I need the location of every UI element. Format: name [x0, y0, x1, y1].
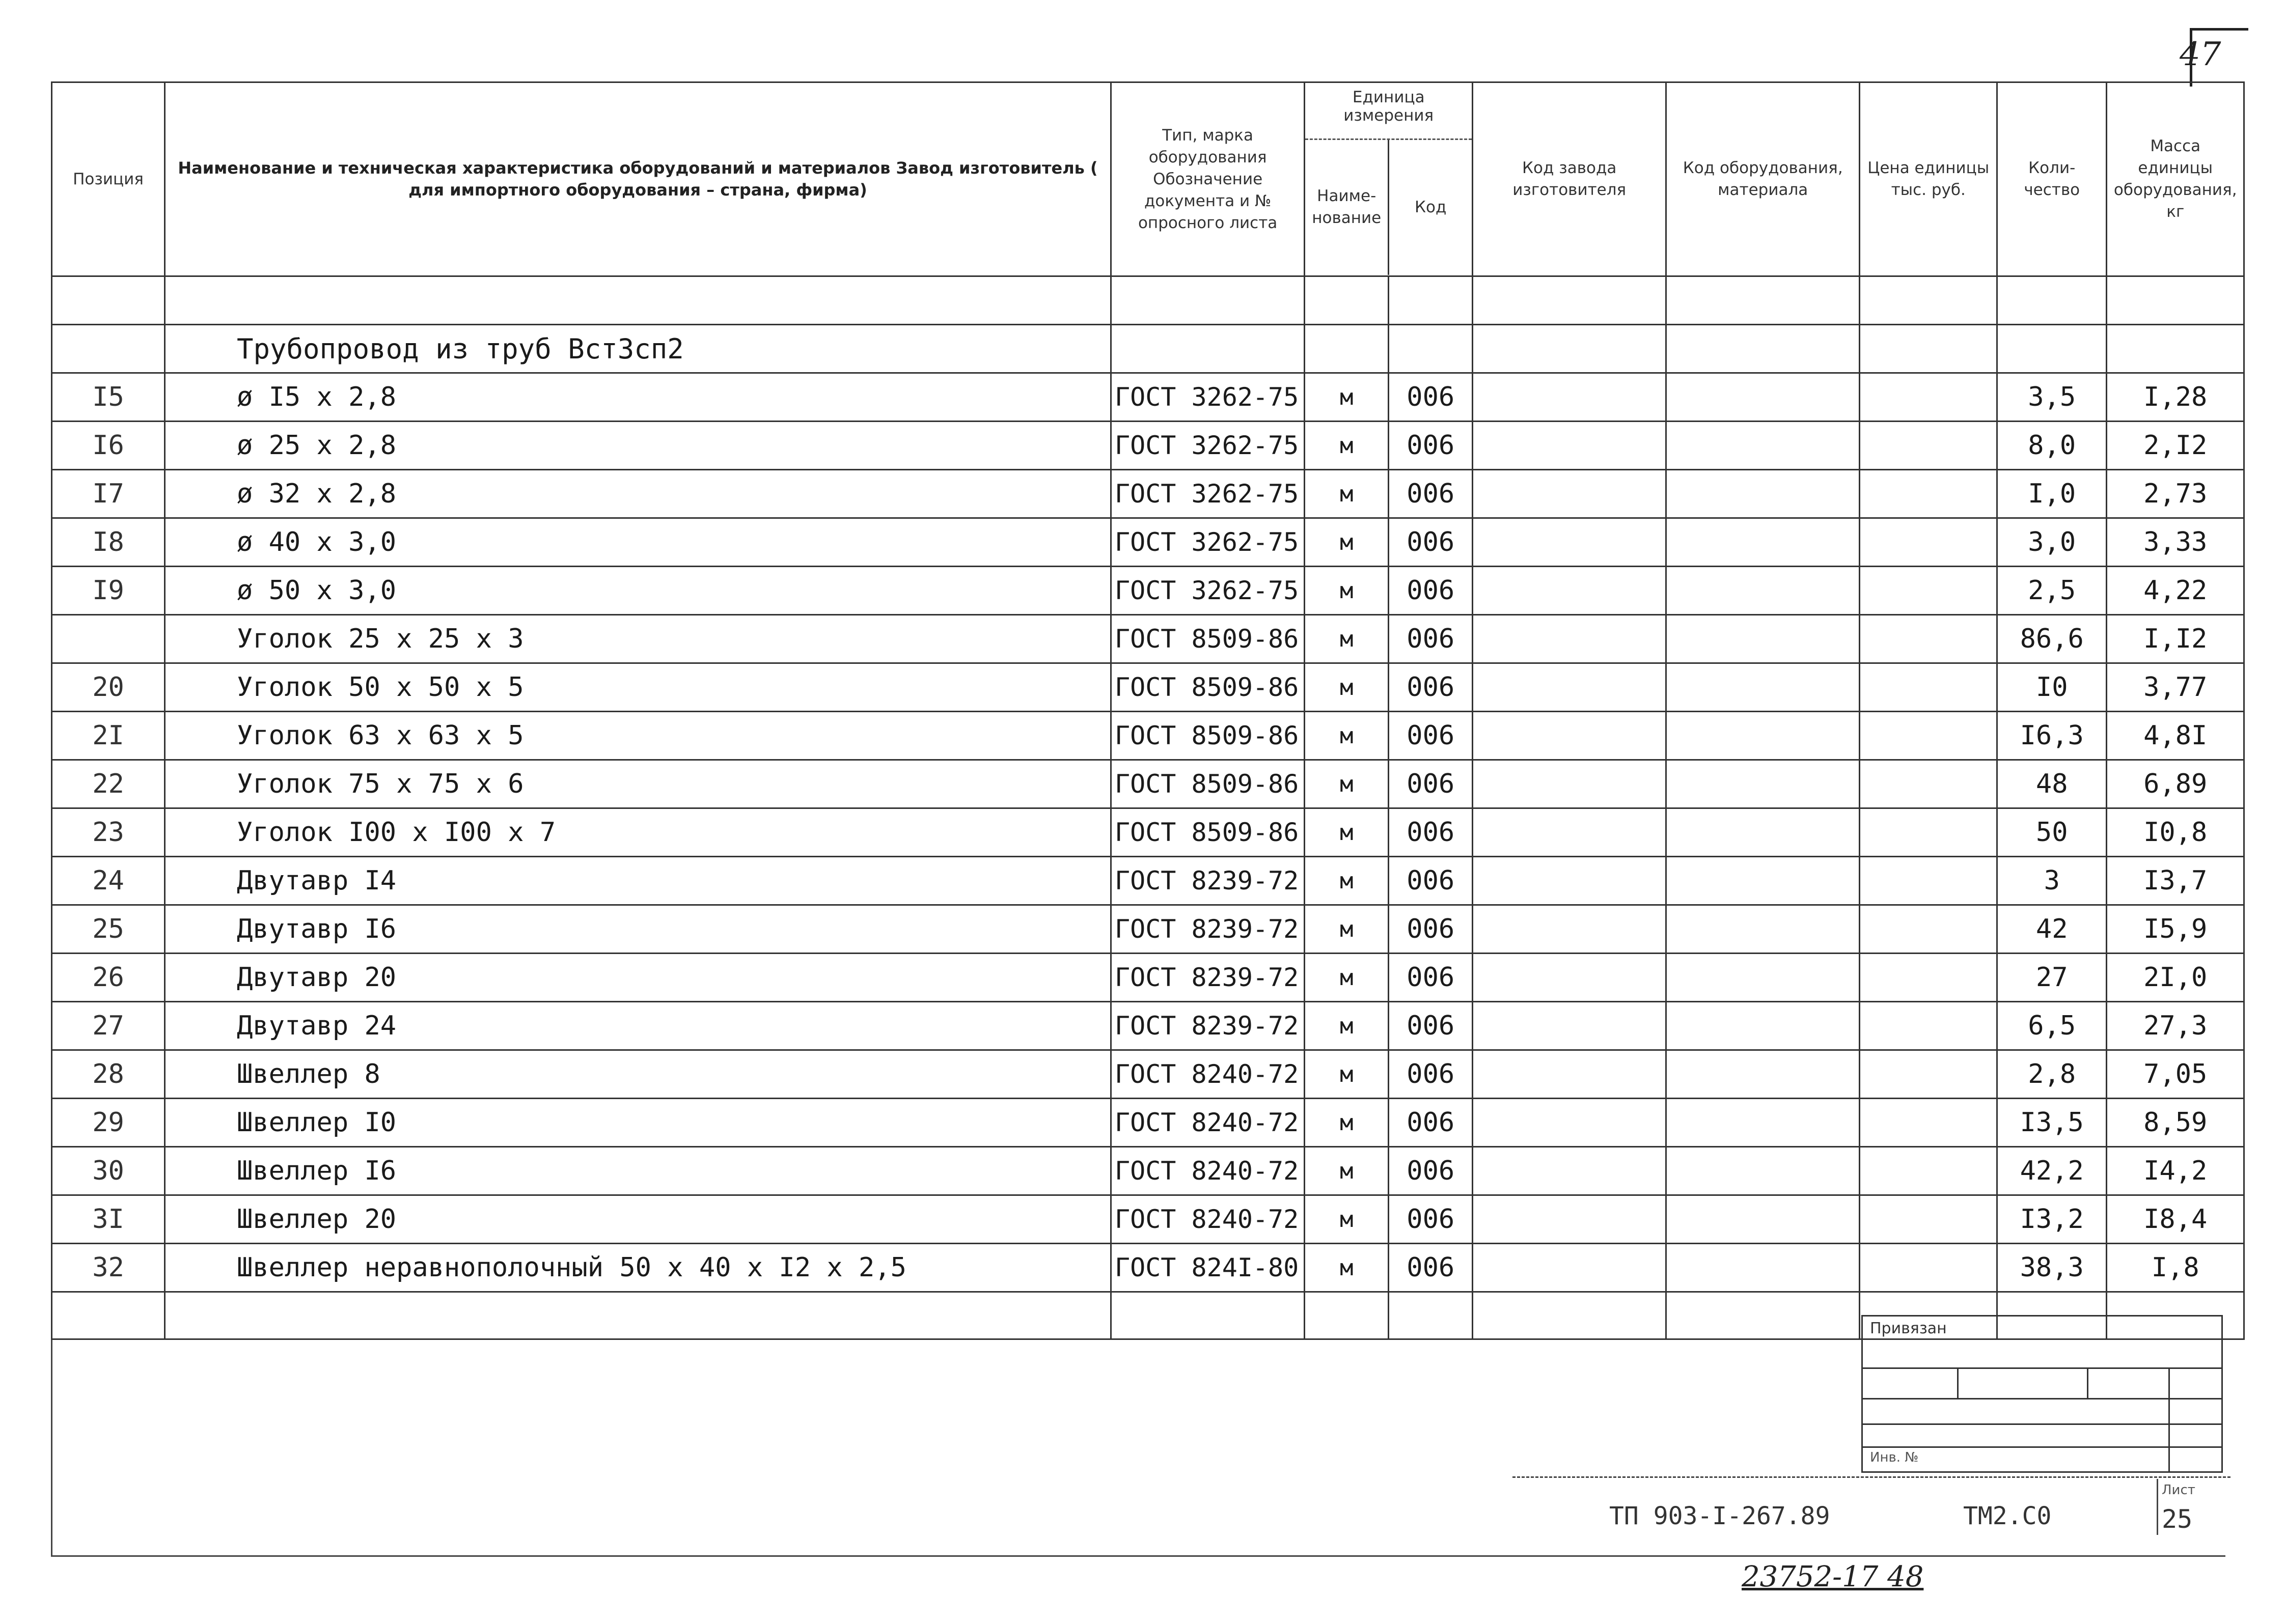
equipment-code-cell: [1666, 857, 1860, 905]
table-header-row: [52, 82, 2244, 276]
standard-cell: ГОСТ 8509-86: [1111, 615, 1305, 663]
header-unit-group: [1305, 82, 1473, 276]
section-title: Трубопровод из труб ВстЗсп2: [165, 325, 1111, 373]
name-cell: ø 25 x 2,8: [165, 422, 1111, 470]
maker-code-cell: [1473, 1002, 1666, 1050]
price-cell: [1860, 760, 1997, 808]
position-cell: 25: [52, 905, 165, 954]
price-cell: [1860, 1244, 1997, 1292]
table-row: [52, 276, 2244, 325]
standard-cell: ГОСТ 8509-86: [1111, 808, 1305, 857]
specification-table: [51, 81, 2245, 1340]
equipment-code-cell: [1666, 422, 1860, 470]
header-unit-title: Единица измерения: [1305, 84, 1472, 140]
unit-cell: м: [1305, 760, 1389, 808]
standard-cell: ГОСТ 8239-72: [1111, 905, 1305, 954]
maker-code-cell: [1473, 615, 1666, 663]
mass-cell: 2,I2: [2107, 422, 2244, 470]
unit-cell: м: [1305, 422, 1389, 470]
position-cell: 29: [52, 1099, 165, 1147]
quantity-cell: I6,3: [1997, 712, 2107, 760]
unit-code-cell: 006: [1389, 1147, 1473, 1195]
standard-cell: ГОСТ 8240-72: [1111, 1147, 1305, 1195]
unit-cell: м: [1305, 1147, 1389, 1195]
price-cell: [1860, 470, 1997, 518]
unit-cell: м: [1305, 1195, 1389, 1244]
mass-cell: 6,89: [2107, 760, 2244, 808]
quantity-cell: 2,8: [1997, 1050, 2107, 1099]
sheet-mark: 47: [2180, 36, 2221, 73]
position-cell: 27: [52, 1002, 165, 1050]
name-cell: ø 32 x 2,8: [165, 470, 1111, 518]
frame-bottom-border: [51, 1555, 2225, 1557]
name-cell: ø 40 x 3,0: [165, 518, 1111, 567]
unit-code-cell: 006: [1389, 808, 1473, 857]
equipment-code-cell: [1666, 954, 1860, 1002]
equipment-code-cell: [1666, 518, 1860, 567]
position-cell: 20: [52, 663, 165, 712]
mass-cell: 7,05: [2107, 1050, 2244, 1099]
standard-cell: ГОСТ 8239-72: [1111, 1002, 1305, 1050]
standard-cell: ГОСТ 3262-75: [1111, 373, 1305, 422]
unit-cell: м: [1305, 712, 1389, 760]
header-type: Тип, марка оборудования Обозначение документа и № опросного листа: [1111, 82, 1305, 276]
header-equipment-code: Код оборудования, материала: [1666, 82, 1860, 276]
inventory-label: Инв. №: [1870, 1450, 1919, 1465]
unit-code-cell: 006: [1389, 857, 1473, 905]
name-cell: Уголок I00 x I00 x 7: [165, 808, 1111, 857]
quantity-cell: 42: [1997, 905, 2107, 954]
position-cell: I8: [52, 518, 165, 567]
equipment-code-cell: [1666, 663, 1860, 712]
price-cell: [1860, 712, 1997, 760]
table-row: [52, 1244, 2244, 1292]
position-cell: I5: [52, 373, 165, 422]
archive-number: 23752-17 48: [1742, 1560, 1924, 1593]
table-row: [52, 857, 2244, 905]
unit-code-cell: 006: [1389, 567, 1473, 615]
standard-cell: ГОСТ 8509-86: [1111, 712, 1305, 760]
section-heading-row: [52, 325, 2244, 373]
quantity-cell: 3,5: [1997, 373, 2107, 422]
mass-cell: I,I2: [2107, 615, 2244, 663]
unit-cell: м: [1305, 1002, 1389, 1050]
position-cell: 3I: [52, 1195, 165, 1244]
equipment-code-cell: [1666, 567, 1860, 615]
price-cell: [1860, 373, 1997, 422]
mass-cell: 4,22: [2107, 567, 2244, 615]
equipment-code-cell: [1666, 808, 1860, 857]
name-cell: Уголок 50 x 50 x 5: [165, 663, 1111, 712]
position-cell: [52, 615, 165, 663]
mass-cell: 3,77: [2107, 663, 2244, 712]
maker-code-cell: [1473, 1195, 1666, 1244]
mass-cell: I3,7: [2107, 857, 2244, 905]
unit-code-cell: 006: [1389, 518, 1473, 567]
table-row: [52, 1147, 2244, 1195]
quantity-cell: 3,0: [1997, 518, 2107, 567]
equipment-code-cell: [1666, 1147, 1860, 1195]
name-cell: Швеллер I6: [165, 1147, 1111, 1195]
price-cell: [1860, 1147, 1997, 1195]
quantity-cell: 6,5: [1997, 1002, 2107, 1050]
quantity-cell: 27: [1997, 954, 2107, 1002]
header-position: Позиция: [52, 82, 165, 276]
table-row: [52, 1002, 2244, 1050]
name-cell: Швеллер 20: [165, 1195, 1111, 1244]
quantity-cell: I3,5: [1997, 1099, 2107, 1147]
standard-cell: ГОСТ 3262-75: [1111, 518, 1305, 567]
maker-code-cell: [1473, 567, 1666, 615]
unit-cell: м: [1305, 808, 1389, 857]
quantity-cell: 42,2: [1997, 1147, 2107, 1195]
price-cell: [1860, 615, 1997, 663]
page-label: Лист: [2162, 1482, 2195, 1498]
mass-cell: I,8: [2107, 1244, 2244, 1292]
position-cell: 32: [52, 1244, 165, 1292]
price-cell: [1860, 905, 1997, 954]
maker-code-cell: [1473, 1050, 1666, 1099]
unit-code-cell: 006: [1389, 760, 1473, 808]
name-cell: Швеллер неравнополочный 50 x 40 x I2 x 2,5: [165, 1244, 1111, 1292]
equipment-code-cell: [1666, 1244, 1860, 1292]
document-code: ТП 903-I-267.89: [1609, 1502, 1830, 1530]
standard-cell: ГОСТ 8240-72: [1111, 1195, 1305, 1244]
unit-code-cell: 006: [1389, 373, 1473, 422]
header-unit-code: Код: [1388, 140, 1472, 275]
unit-code-cell: 006: [1389, 1195, 1473, 1244]
name-cell: Швеллер I0: [165, 1099, 1111, 1147]
unit-cell: м: [1305, 518, 1389, 567]
unit-cell: м: [1305, 1099, 1389, 1147]
unit-cell: м: [1305, 615, 1389, 663]
price-cell: [1860, 663, 1997, 712]
name-cell: ø I5 x 2,8: [165, 373, 1111, 422]
name-cell: Двутавр I4: [165, 857, 1111, 905]
quantity-cell: 48: [1997, 760, 2107, 808]
price-cell: [1860, 567, 1997, 615]
table-row: [52, 518, 2244, 567]
mass-cell: 3,33: [2107, 518, 2244, 567]
position-cell: 24: [52, 857, 165, 905]
quantity-cell: I,0: [1997, 470, 2107, 518]
maker-code-cell: [1473, 954, 1666, 1002]
equipment-code-cell: [1666, 712, 1860, 760]
header-quantity: Коли-чество: [1997, 82, 2107, 276]
quantity-cell: 50: [1997, 808, 2107, 857]
mass-cell: I,28: [2107, 373, 2244, 422]
mass-cell: I4,2: [2107, 1147, 2244, 1195]
unit-code-cell: 006: [1389, 470, 1473, 518]
mass-cell: 27,3: [2107, 1002, 2244, 1050]
maker-code-cell: [1473, 1099, 1666, 1147]
equipment-code-cell: [1666, 373, 1860, 422]
unit-code-cell: 006: [1389, 712, 1473, 760]
position-cell: I7: [52, 470, 165, 518]
position-cell: 30: [52, 1147, 165, 1195]
name-cell: Двутавр 24: [165, 1002, 1111, 1050]
maker-code-cell: [1473, 518, 1666, 567]
mass-cell: 2,73: [2107, 470, 2244, 518]
table-row: [52, 1050, 2244, 1099]
table-row: [52, 712, 2244, 760]
maker-code-cell: [1473, 1147, 1666, 1195]
position-cell: 23: [52, 808, 165, 857]
equipment-code-cell: [1666, 470, 1860, 518]
page-number: 25: [2162, 1504, 2193, 1534]
unit-cell: м: [1305, 905, 1389, 954]
unit-code-cell: 006: [1389, 1099, 1473, 1147]
price-cell: [1860, 857, 1997, 905]
name-cell: ø 50 x 3,0: [165, 567, 1111, 615]
equipment-code-cell: [1666, 1195, 1860, 1244]
position-cell: 22: [52, 760, 165, 808]
quantity-cell: 3: [1997, 857, 2107, 905]
standard-cell: ГОСТ 8509-86: [1111, 663, 1305, 712]
unit-code-cell: 006: [1389, 1244, 1473, 1292]
price-cell: [1860, 1099, 1997, 1147]
mass-cell: I5,9: [2107, 905, 2244, 954]
price-cell: [1860, 1002, 1997, 1050]
unit-cell: м: [1305, 373, 1389, 422]
unit-code-cell: 006: [1389, 615, 1473, 663]
price-cell: [1860, 954, 1997, 1002]
table-row: [52, 954, 2244, 1002]
table-row: [52, 470, 2244, 518]
standard-cell: ГОСТ 3262-75: [1111, 470, 1305, 518]
standard-cell: ГОСТ 824I-80: [1111, 1244, 1305, 1292]
price-cell: [1860, 1050, 1997, 1099]
unit-cell: м: [1305, 470, 1389, 518]
name-cell: Уголок 25 x 25 x 3: [165, 615, 1111, 663]
unit-cell: м: [1305, 1050, 1389, 1099]
table-row: [52, 905, 2244, 954]
price-cell: [1860, 1195, 1997, 1244]
standard-cell: ГОСТ 8239-72: [1111, 954, 1305, 1002]
header-price: Цена единицы тыс. руб.: [1860, 82, 1997, 276]
document-suffix: ТМ2.С0: [1963, 1502, 2052, 1530]
equipment-code-cell: [1666, 615, 1860, 663]
unit-cell: м: [1305, 1244, 1389, 1292]
position-cell: 2I: [52, 712, 165, 760]
header-mass: Масса единицы оборудования, кг: [2107, 82, 2244, 276]
quantity-cell: I0: [1997, 663, 2107, 712]
mass-cell: 2I,0: [2107, 954, 2244, 1002]
stamp-divider: [1512, 1476, 2230, 1478]
maker-code-cell: [1473, 373, 1666, 422]
quantity-cell: I3,2: [1997, 1195, 2107, 1244]
unit-code-cell: 006: [1389, 422, 1473, 470]
header-maker-code: Код завода изготовителя: [1473, 82, 1666, 276]
position-cell: 28: [52, 1050, 165, 1099]
quantity-cell: 2,5: [1997, 567, 2107, 615]
name-cell: Швеллер 8: [165, 1050, 1111, 1099]
maker-code-cell: [1473, 905, 1666, 954]
unit-code-cell: 006: [1389, 954, 1473, 1002]
equipment-code-cell: [1666, 1099, 1860, 1147]
quantity-cell: 8,0: [1997, 422, 2107, 470]
unit-cell: м: [1305, 567, 1389, 615]
header-unit-name: Наиме-нование: [1312, 187, 1382, 227]
binding-title-block: [1861, 1315, 2223, 1473]
unit-cell: м: [1305, 857, 1389, 905]
maker-code-cell: [1473, 663, 1666, 712]
maker-code-cell: [1473, 808, 1666, 857]
unit-code-cell: 006: [1389, 663, 1473, 712]
standard-cell: ГОСТ 8240-72: [1111, 1050, 1305, 1099]
equipment-code-cell: [1666, 1002, 1860, 1050]
price-cell: [1860, 422, 1997, 470]
unit-cell: м: [1305, 954, 1389, 1002]
table-row: [52, 808, 2244, 857]
name-cell: Уголок 63 x 63 x 5: [165, 712, 1111, 760]
position-cell: 26: [52, 954, 165, 1002]
standard-cell: ГОСТ 8509-86: [1111, 760, 1305, 808]
unit-code-cell: 006: [1389, 1050, 1473, 1099]
table-row: [52, 1195, 2244, 1244]
standard-cell: ГОСТ 8239-72: [1111, 857, 1305, 905]
table-row: [52, 615, 2244, 663]
equipment-code-cell: [1666, 1050, 1860, 1099]
maker-code-cell: [1473, 470, 1666, 518]
maker-code-cell: [1473, 712, 1666, 760]
table-row: [52, 663, 2244, 712]
maker-code-cell: [1473, 857, 1666, 905]
binding-label: Привязан: [1870, 1320, 1947, 1337]
table-row: [52, 1099, 2244, 1147]
standard-cell: ГОСТ 3262-75: [1111, 422, 1305, 470]
unit-cell: м: [1305, 663, 1389, 712]
quantity-cell: 38,3: [1997, 1244, 2107, 1292]
name-cell: Уголок 75 x 75 x 6: [165, 760, 1111, 808]
maker-code-cell: [1473, 760, 1666, 808]
name-cell: Двутавр 20: [165, 954, 1111, 1002]
table-row: [52, 760, 2244, 808]
mass-cell: 8,59: [2107, 1099, 2244, 1147]
quantity-cell: 86,6: [1997, 615, 2107, 663]
maker-code-cell: [1473, 1244, 1666, 1292]
maker-code-cell: [1473, 422, 1666, 470]
position-cell: I6: [52, 422, 165, 470]
table-row: [52, 422, 2244, 470]
position-cell: I9: [52, 567, 165, 615]
mass-cell: 4,8I: [2107, 712, 2244, 760]
equipment-code-cell: [1666, 905, 1860, 954]
standard-cell: ГОСТ 3262-75: [1111, 567, 1305, 615]
price-cell: [1860, 518, 1997, 567]
unit-code-cell: 006: [1389, 1002, 1473, 1050]
price-cell: [1860, 808, 1997, 857]
header-name: Наименование и техническая характеристика оборудований и материалов Завод изготовитель ( для импортного оборудования – страна, фирма): [165, 82, 1111, 276]
unit-code-cell: 006: [1389, 905, 1473, 954]
table-row: [52, 373, 2244, 422]
standard-cell: ГОСТ 8240-72: [1111, 1099, 1305, 1147]
table-row: [52, 567, 2244, 615]
equipment-code-cell: [1666, 760, 1860, 808]
mass-cell: I0,8: [2107, 808, 2244, 857]
mass-cell: I8,4: [2107, 1195, 2244, 1244]
name-cell: Двутавр I6: [165, 905, 1111, 954]
